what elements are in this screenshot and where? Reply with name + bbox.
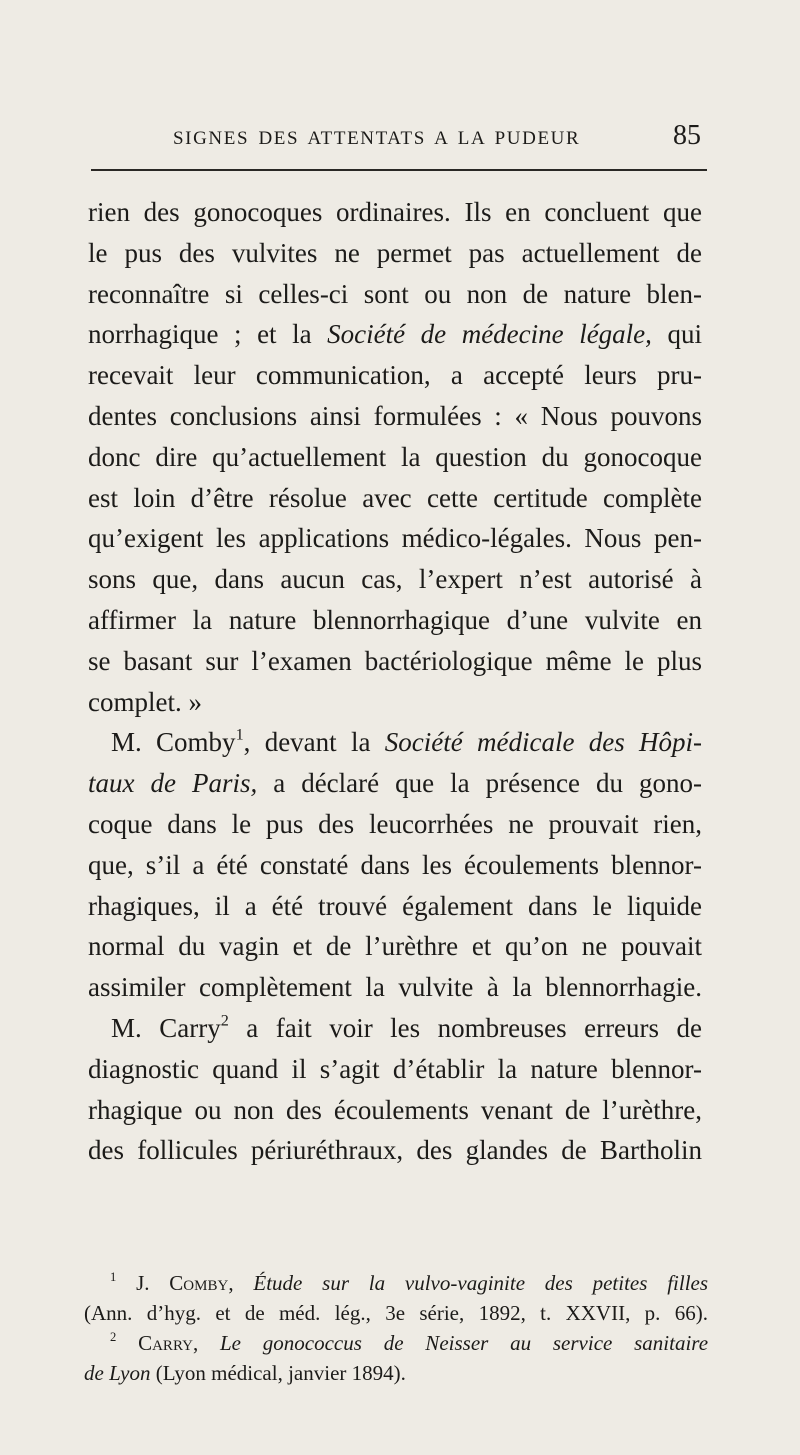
text-run: norrhagique ; et la <box>88 319 328 350</box>
journal-reference: Société de médecine légale, <box>327 319 652 350</box>
text-run: M. Carry <box>111 1012 221 1043</box>
footnote-line <box>84 1328 708 1358</box>
text-line <box>88 722 702 763</box>
text-run: qui <box>651 319 702 350</box>
footnote-author: J. Comby, <box>136 1271 234 1295</box>
footnote-title: Étude sur la vulvo-vaginite des petites filles <box>253 1271 709 1295</box>
text-line: se basant sur l’examen bactériologique même le plus <box>88 645 702 676</box>
text-run: M. Comby <box>111 727 236 758</box>
text-line: rhagiques, il a été trouvé également dans le liquide <box>88 890 702 921</box>
text-line: qu’exigent les applications médico-légales. Nous pen- <box>88 523 702 554</box>
footnote-title: Le gonococcus de Neisser au service sanitaire <box>220 1331 709 1355</box>
text-line: rien des gonocoques ordinaires. Ils en concluent que <box>88 197 702 227</box>
running-title: SIGNES DES ATTENTATS A LA PUDEUR <box>173 128 581 149</box>
text-line <box>88 314 702 355</box>
text-line: diagnostic quand il s’agit d’établir la nature blennor- <box>88 1053 702 1084</box>
journal-reference: Société médicale des Hôpi- <box>384 727 702 758</box>
text-run: a fait voir les nombreuses erreurs de <box>228 1012 703 1043</box>
footnote-marker: 1 <box>110 1270 117 1285</box>
text-run: (Lyon médical, janvier 1894). <box>150 1361 406 1385</box>
footnote-title: de Lyon <box>84 1361 151 1385</box>
footnote-marker: 2 <box>110 1330 117 1345</box>
text-line: est loin d’être résolue avec cette certitude complète <box>88 482 702 513</box>
footnote-ref: 2 <box>220 1011 229 1030</box>
header-rule <box>91 169 707 171</box>
text-line: normal du vagin et de l’urèthre et qu’on ne pouvait <box>88 931 702 962</box>
text-line: que, s’il a été constaté dans les écoulements blennor- <box>88 849 702 880</box>
text-line: complet. » <box>88 686 202 717</box>
text-line: donc dire qu’actuellement la question du gonocoque <box>88 441 702 472</box>
text-line: assimiler complètement la vulvite à la blennorrhagie. <box>88 972 702 1003</box>
text-line: reconnaître si celles-ci sont ou non de nature blen- <box>88 278 702 309</box>
page-number: 85 <box>673 120 701 151</box>
text-line <box>88 1008 702 1049</box>
text-line: coque dans le pus des leucorrhées ne prouvait rien, <box>88 808 702 839</box>
text-line: recevait leur communication, a accepté leurs pru- <box>88 360 702 391</box>
text-run: , devant la <box>243 727 385 758</box>
body-text <box>88 192 702 1171</box>
footnote-ref: 1 <box>235 726 244 745</box>
footnotes <box>84 1268 708 1388</box>
footnote-line <box>84 1268 708 1298</box>
text-line: rhagique ou non des écoulements venant de l’urèthre, <box>88 1094 702 1125</box>
text-line: le pus des vulvites ne permet pas actuellement de <box>88 237 702 268</box>
text-line <box>88 763 702 804</box>
footnote-author: Carry, <box>138 1331 199 1355</box>
text-line: des follicules périuréthraux, des glandes de Bartholin <box>88 1135 702 1166</box>
text-line: sons que, dans aucun cas, l’expert n’est autorisé à <box>88 564 702 595</box>
text-line: affirmer la nature blennorrhagique d’une vulvite en <box>88 604 702 635</box>
text-run: a déclaré que la présence du gono- <box>257 768 702 799</box>
text-line: dentes conclusions ainsi formulées : « Nous pouvons <box>88 400 702 431</box>
footnote-line <box>84 1358 708 1388</box>
footnote-line: (Ann. d’hyg. et de méd. lég., 3e série, 1892, t. XXVII, p. 66). <box>84 1301 708 1325</box>
journal-reference: taux de Paris, <box>88 768 258 799</box>
page-header <box>91 118 709 158</box>
